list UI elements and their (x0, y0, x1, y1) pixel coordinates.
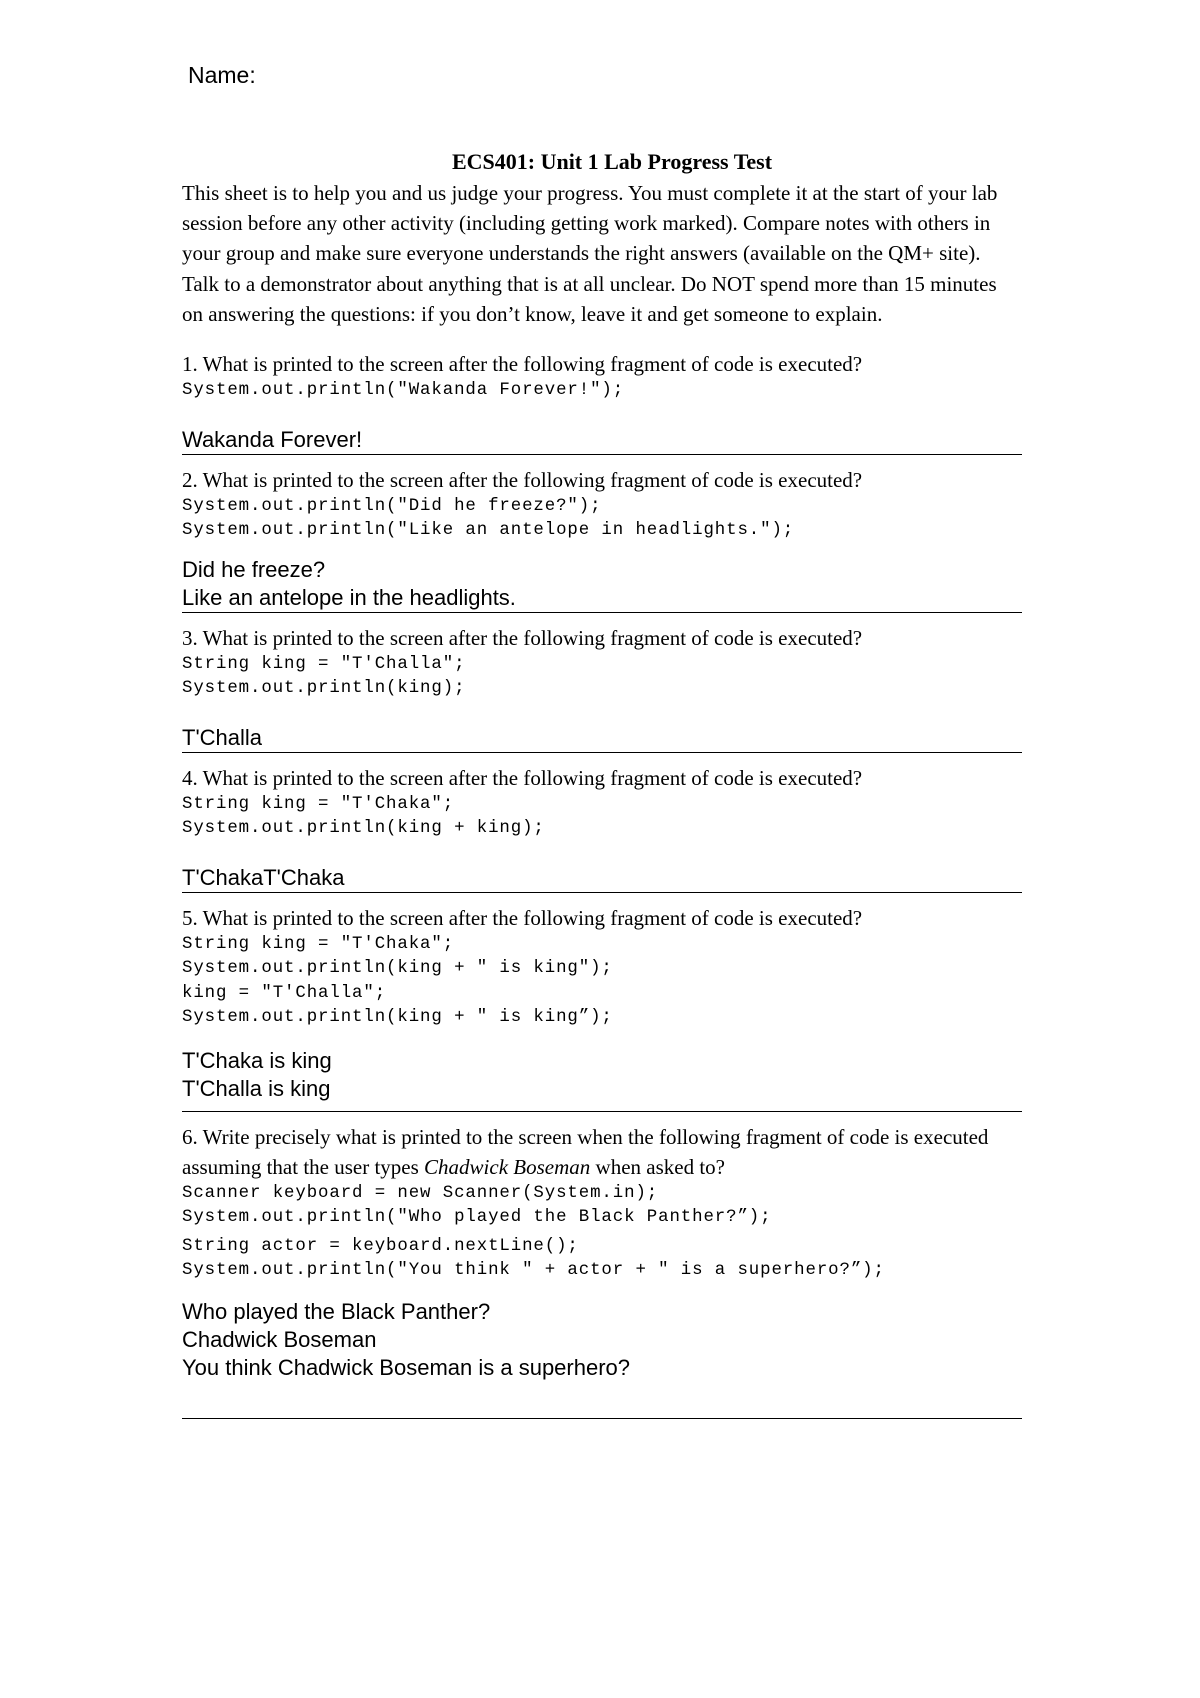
code-line: System.out.println("Like an antelope in headlights."); (182, 521, 795, 541)
question-3 (182, 623, 1022, 753)
answer-line: Wakanda Forever! (182, 426, 363, 452)
question-6-code-b (182, 1235, 1022, 1284)
intro-paragraph: This sheet is to help you and us judge your progress. You must complete it at the start of your lab session before any other activity (including getting work marked). Compare notes with others in your group and make sure everyone understands the right answers (available on the QM+ site). Talk to a demonstrator about anything that is at all unclear. Do NOT spend more than 15 minutes on answering the questions: if you don’t know, leave it and get someone to explain. (182, 181, 998, 326)
question-4-code (182, 793, 1022, 842)
question-2-text: 2. What is printed to the screen after the following fragment of code is executed? (182, 467, 863, 492)
code-line: Scanner keyboard = new Scanner(System.in); (182, 1183, 659, 1203)
answer-1[interactable] (182, 426, 1022, 455)
question-4 (182, 763, 1022, 893)
answer-4[interactable] (182, 864, 1022, 893)
question-6-emphasis: Chadwick Boseman (424, 1154, 591, 1179)
question-5 (182, 903, 1022, 1112)
code-line: String king = "T'Chaka"; (182, 794, 455, 814)
code-line: String actor = keyboard.nextLine(); (182, 1236, 579, 1256)
code-line: System.out.println(king + king); (182, 819, 545, 839)
answer-line: T'Chaka is king (182, 1047, 332, 1073)
question-6-code-a (182, 1182, 1022, 1231)
code-line: System.out.println(king + " is king"); (182, 959, 613, 979)
answer-line: Chadwick Boseman (182, 1326, 377, 1352)
question-6-text (182, 1122, 1022, 1182)
answer-3[interactable] (182, 724, 1022, 753)
worksheet-content (182, 146, 1022, 1429)
answer-line: You think Chadwick Boseman is a superhero? (182, 1354, 631, 1380)
question-6-text-start: 6. Write precisely what is printed to the screen when the following fragment of code is executed assuming that the user types (182, 1124, 989, 1179)
code-line: String king = "T'Challa"; (182, 654, 466, 674)
name-label: Name: (188, 62, 256, 88)
answer-line: Like an antelope in the headlights. (182, 584, 516, 610)
answer-line: T'ChakaT'Chaka (182, 864, 345, 890)
code-line: System.out.println("You think " + actor + " is a superhero?”); (182, 1261, 885, 1281)
answer-5[interactable] (182, 1047, 1022, 1112)
answer-6[interactable] (182, 1298, 1022, 1419)
question-3-code (182, 653, 1022, 702)
answer-line: T'Challa is king (182, 1075, 331, 1101)
question-4-text: 4. What is printed to the screen after the following fragment of code is executed? (182, 765, 863, 790)
answer-2[interactable] (182, 556, 1022, 613)
answer-line: T'Challa (182, 724, 263, 750)
question-5-code (182, 933, 1022, 1031)
answer-line: Who played the Black Panther? (182, 1298, 491, 1324)
question-1 (182, 349, 1022, 455)
question-1-text: 1. What is printed to the screen after the following fragment of code is executed? (182, 352, 863, 377)
question-2-code (182, 495, 1022, 544)
question-3-text: 3. What is printed to the screen after the following fragment of code is executed? (182, 625, 863, 650)
question-2 (182, 465, 1022, 613)
question-5-text: 5. What is printed to the screen after the following fragment of code is executed? (182, 905, 863, 930)
question-6 (182, 1122, 1022, 1419)
code-line: System.out.println(king + " is king”); (182, 1008, 613, 1028)
code-line: System.out.println(king); (182, 679, 466, 699)
question-1-code (182, 379, 1022, 404)
code-line: System.out.println("Did he freeze?"); (182, 496, 602, 516)
code-line: System.out.println("Wakanda Forever!"); (182, 381, 625, 401)
code-line: System.out.println("Who played the Black Panther?”); (182, 1208, 772, 1228)
answer-line: Did he freeze? (182, 556, 326, 582)
question-6-text-end: when asked to? (590, 1154, 725, 1179)
code-line: String king = "T'Chaka"; (182, 934, 455, 954)
code-line: king = "T'Challa"; (182, 983, 387, 1003)
page-title: ECS401: Unit 1 Lab Progress Test (451, 149, 773, 174)
